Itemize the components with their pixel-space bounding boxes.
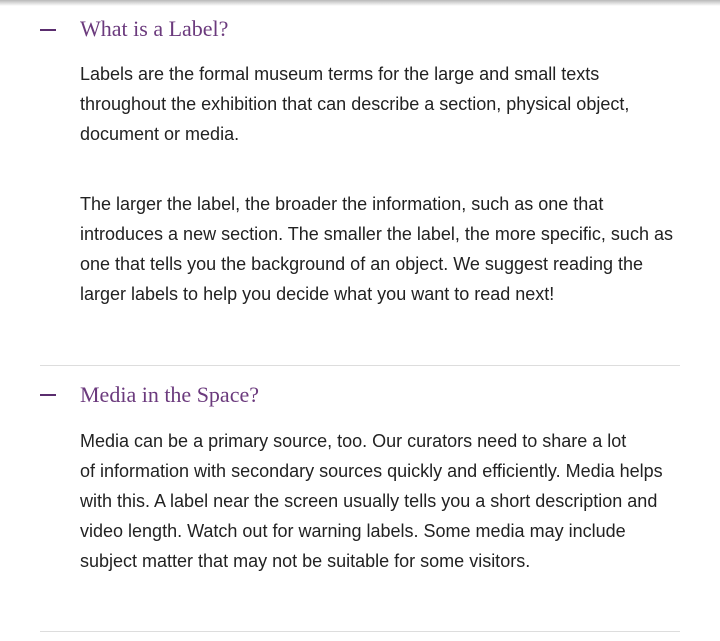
body-line: one that tells you the background of an object. We suggest reading the bbox=[80, 254, 644, 274]
accordion-header-media-in-the-space[interactable] bbox=[40, 380, 680, 416]
body-line: subject matter that may not be suitable for some visitors. bbox=[80, 551, 531, 571]
body-line: document or media. bbox=[80, 124, 240, 144]
accordion-header-what-is-a-label[interactable] bbox=[40, 14, 680, 50]
top-shadow bbox=[0, 0, 720, 6]
accordion-title: Media in the Space? bbox=[80, 382, 259, 407]
accordion-title: What is a Label? bbox=[80, 16, 229, 41]
body-line: The larger the label, the broader the information, such as one that bbox=[80, 194, 604, 214]
minus-icon[interactable] bbox=[40, 29, 56, 31]
accordion-body-what-is-a-label-p2 bbox=[80, 189, 680, 309]
body-line: with this. A label near the screen usually tells you a short description and bbox=[80, 491, 658, 511]
minus-icon[interactable] bbox=[40, 394, 56, 396]
accordion-body-what-is-a-label bbox=[80, 59, 680, 149]
body-line: Media can be a primary source, too. Our curators need to share a lot bbox=[80, 431, 627, 451]
body-line: Labels are the formal museum terms for the large and small texts bbox=[80, 64, 600, 84]
body-line: video length. Watch out for warning labels. Some media may include bbox=[80, 521, 626, 541]
accordion-body-media-in-the-space bbox=[80, 426, 680, 576]
body-line: introduces a new section. The smaller the label, the more specific, such as bbox=[80, 224, 673, 244]
body-line: throughout the exhibition that can describe a section, physical object, bbox=[80, 94, 630, 114]
accordion-divider bbox=[40, 365, 680, 366]
body-line: of information with secondary sources quickly and efficiently. Media helps bbox=[80, 461, 663, 481]
body-line: larger labels to help you decide what you want to read next! bbox=[80, 284, 555, 304]
accordion-divider bbox=[40, 631, 680, 632]
